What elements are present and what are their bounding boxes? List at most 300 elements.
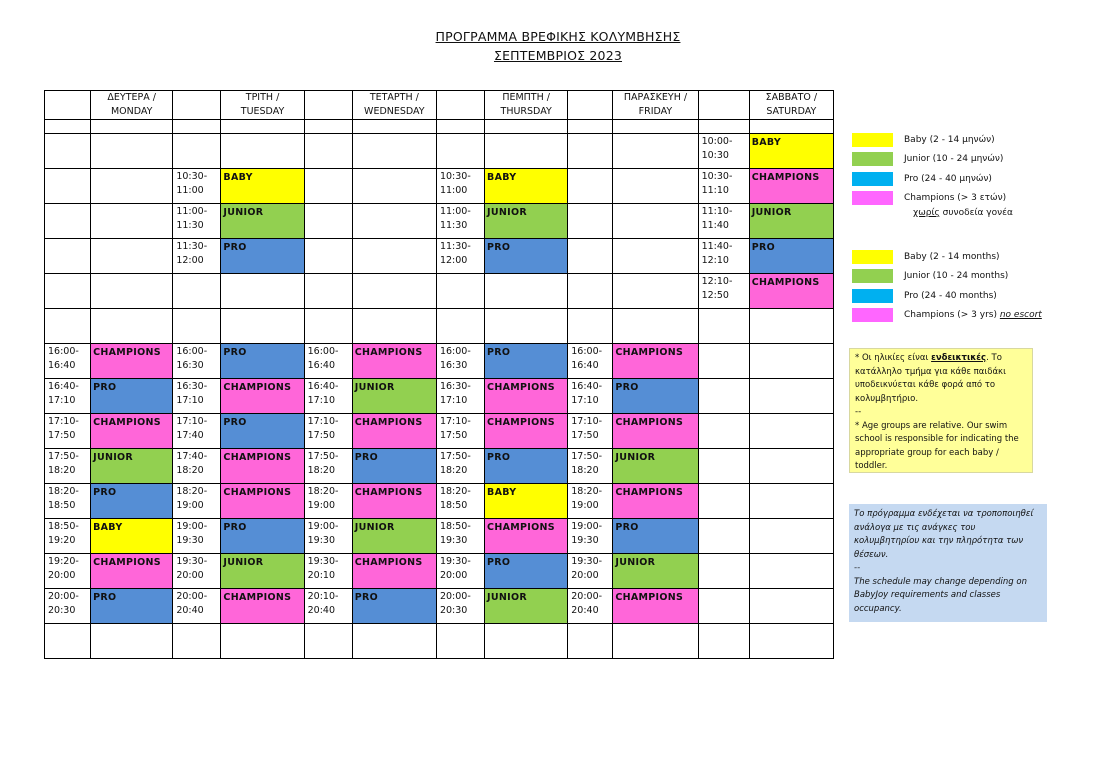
- time-start: 18:20-: [48, 486, 79, 497]
- class-cell: [485, 519, 568, 554]
- empty-cell: [304, 120, 352, 134]
- day-name-english: WEDNESDAY: [364, 106, 425, 117]
- empty-cell: [304, 309, 352, 344]
- class-cell: [485, 484, 568, 519]
- empty-cell: [352, 169, 436, 204]
- empty-cell: [91, 274, 173, 309]
- empty-cell: [91, 309, 173, 344]
- empty-cell: [304, 239, 352, 274]
- class-cell: [485, 239, 568, 274]
- empty-cell: [485, 624, 568, 659]
- class-label: PRO: [93, 487, 117, 498]
- time-end: 20:30: [48, 605, 76, 616]
- empty-cell: [45, 274, 91, 309]
- time-end: 17:10: [48, 395, 76, 406]
- time-cell: [173, 204, 221, 239]
- time-cell: [304, 484, 352, 519]
- class-cell: [485, 554, 568, 589]
- time-end: 20:00: [571, 570, 599, 581]
- legend-label: Junior (10 - 24 μηνών): [904, 154, 1004, 165]
- class-cell: [613, 554, 698, 589]
- legend-item-pro: [852, 170, 1092, 189]
- legend-item-junior: [852, 150, 1092, 169]
- class-label: BABY: [223, 172, 253, 183]
- class-cell: [485, 589, 568, 624]
- class-cell: [91, 589, 173, 624]
- empty-cell: [749, 484, 833, 519]
- empty-cell: [749, 554, 833, 589]
- time-cell: [173, 344, 221, 379]
- junior-swatch: [852, 152, 893, 166]
- time-end: 17:10: [307, 395, 336, 406]
- empty-cell: [45, 624, 91, 659]
- class-cell: [352, 519, 436, 554]
- class-cell: [221, 449, 304, 484]
- empty-cell: [352, 274, 436, 309]
- header-time-cell: [304, 91, 352, 120]
- time-end: 16:40: [571, 360, 599, 371]
- time-start: 11:10-: [701, 206, 733, 217]
- class-cell: [91, 449, 173, 484]
- day-header: [749, 91, 833, 120]
- time-end: 11:30: [176, 220, 204, 231]
- header-time-cell: [173, 91, 221, 120]
- day-header: [221, 91, 304, 120]
- time-end: 20:40: [307, 605, 336, 616]
- time-end: 11:30: [439, 220, 468, 231]
- class-label: PRO: [354, 452, 378, 463]
- class-cell: [613, 449, 698, 484]
- time-start: 11:30-: [176, 241, 208, 252]
- day-name-greek: ΠΕΜΠΤΗ /: [502, 92, 550, 103]
- class-cell: [485, 344, 568, 379]
- time-start: 18:50-: [48, 521, 79, 532]
- time-start: 11:00-: [439, 206, 471, 217]
- empty-cell: [304, 169, 352, 204]
- spacer-row: [45, 624, 834, 659]
- class-label: CHAMPIONS: [487, 417, 555, 428]
- empty-cell: [485, 120, 568, 134]
- class-label: CHAMPIONS: [487, 522, 555, 533]
- time-start: 19:30-: [176, 556, 208, 567]
- class-label: PRO: [487, 242, 511, 253]
- empty-cell: [568, 274, 613, 309]
- empty-cell: [749, 120, 833, 134]
- class-cell: [352, 344, 436, 379]
- class-label: CHAMPIONS: [751, 172, 820, 183]
- empty-cell: [568, 204, 613, 239]
- day-name-english: SATURDAY: [766, 106, 817, 117]
- class-cell: [221, 554, 304, 589]
- time-start: 19:30-: [307, 556, 339, 567]
- empty-cell: [485, 274, 568, 309]
- empty-cell: [749, 344, 833, 379]
- day-header: [352, 91, 436, 120]
- time-end: 18:20: [439, 465, 468, 476]
- class-label: CHAMPIONS: [615, 487, 684, 498]
- day-name-english: FRIDAY: [638, 106, 673, 117]
- time-cell: [436, 554, 484, 589]
- empty-cell: [749, 589, 833, 624]
- time-cell: [436, 239, 484, 274]
- time-end: 17:10: [176, 395, 204, 406]
- time-cell: [45, 379, 91, 414]
- class-cell: [221, 589, 304, 624]
- page-subtitle: ΣΕΠΤΕΜΒΡΙΟΣ 2023: [493, 48, 623, 63]
- empty-cell: [485, 134, 568, 169]
- empty-cell: [304, 134, 352, 169]
- empty-cell: [352, 239, 436, 274]
- empty-cell: [91, 204, 173, 239]
- class-label: JUNIOR: [487, 592, 527, 603]
- legend-label: Baby (2 - 14 months): [904, 252, 1000, 262]
- legend-item-pro: [852, 287, 1092, 306]
- schedule-row: [45, 169, 834, 204]
- empty-cell: [485, 309, 568, 344]
- empty-cell: [698, 344, 749, 379]
- class-cell: [613, 519, 698, 554]
- empty-cell: [221, 134, 304, 169]
- time-cell: [45, 484, 91, 519]
- empty-cell: [613, 120, 698, 134]
- time-end: 19:30: [571, 535, 599, 546]
- time-cell: [436, 379, 484, 414]
- time-end: 16:40: [48, 360, 76, 371]
- time-end: 11:40: [701, 220, 729, 231]
- time-start: 16:00-: [48, 346, 79, 357]
- legend-emph: χωρίς: [913, 207, 940, 218]
- class-label: CHAMPIONS: [93, 557, 161, 568]
- day-name-greek: ΣΑΒΒΑΤΟ /: [765, 92, 818, 103]
- time-cell: [173, 484, 221, 519]
- time-cell: [568, 589, 613, 624]
- time-cell: [436, 204, 484, 239]
- time-end: 20:10: [307, 570, 336, 581]
- class-cell: [613, 344, 698, 379]
- time-start: 17:10-: [48, 416, 79, 427]
- time-start: 16:30-: [439, 381, 471, 392]
- class-cell: [352, 554, 436, 589]
- empty-cell: [45, 204, 91, 239]
- class-label: JUNIOR: [751, 207, 792, 218]
- empty-cell: [91, 120, 173, 134]
- time-end: 19:00: [571, 500, 599, 511]
- class-label: JUNIOR: [93, 452, 134, 463]
- legend-english: [852, 248, 1092, 325]
- schedule-row: [45, 554, 834, 589]
- empty-cell: [352, 624, 436, 659]
- age-note-greek: [855, 352, 1027, 406]
- time-start: 18:50-: [439, 521, 471, 532]
- class-label: JUNIOR: [223, 557, 264, 568]
- time-cell: [45, 554, 91, 589]
- empty-cell: [45, 134, 91, 169]
- time-end: 18:20: [307, 465, 336, 476]
- empty-cell: [352, 204, 436, 239]
- legend-sublabel: [913, 208, 1013, 218]
- time-cell: [436, 344, 484, 379]
- time-end: 18:20: [571, 465, 599, 476]
- legend-label: Pro (24 - 40 months): [904, 290, 997, 301]
- time-start: 16:30-: [176, 381, 208, 392]
- time-start: 16:40-: [307, 381, 339, 392]
- empty-cell: [436, 309, 484, 344]
- empty-cell: [352, 134, 436, 169]
- time-end: 12:10: [701, 255, 729, 266]
- class-cell: [221, 484, 304, 519]
- schedule-row: [45, 519, 834, 554]
- empty-cell: [436, 120, 484, 134]
- time-start: 20:00-: [48, 591, 79, 602]
- day-name-greek: ΔΕΥΤΕΡΑ /: [107, 92, 156, 103]
- day-name-english: TUESDAY: [240, 106, 285, 117]
- legend-sub-rest: συνοδεία γονέα: [939, 207, 1013, 218]
- class-label: CHAMPIONS: [615, 347, 684, 358]
- empty-cell: [568, 169, 613, 204]
- class-label: CHAMPIONS: [223, 382, 292, 393]
- class-cell: [613, 414, 698, 449]
- empty-cell: [221, 120, 304, 134]
- time-cell: [436, 449, 484, 484]
- time-cell: [173, 379, 221, 414]
- schedule-row: [45, 414, 834, 449]
- class-cell: [221, 344, 304, 379]
- empty-cell: [749, 309, 833, 344]
- class-cell: [221, 414, 304, 449]
- time-start: 11:00-: [176, 206, 208, 217]
- empty-cell: [698, 449, 749, 484]
- class-cell: [485, 414, 568, 449]
- empty-cell: [613, 274, 698, 309]
- time-start: 17:10-: [439, 416, 471, 427]
- class-label: JUNIOR: [354, 522, 395, 533]
- time-end: 16:30: [439, 360, 468, 371]
- empty-cell: [698, 379, 749, 414]
- empty-cell: [173, 134, 221, 169]
- time-cell: [304, 344, 352, 379]
- empty-cell: [698, 120, 749, 134]
- time-cell: [698, 239, 749, 274]
- legend-item-champions: [852, 189, 1092, 225]
- class-cell: [91, 414, 173, 449]
- time-start: 18:20-: [176, 486, 208, 497]
- class-label: PRO: [615, 382, 639, 393]
- class-label: CHAMPIONS: [223, 592, 292, 603]
- class-label: BABY: [93, 522, 123, 533]
- time-end: 17:50: [48, 430, 76, 441]
- schedule-row: [45, 239, 834, 274]
- note-emph: ενδεικτικές: [931, 353, 987, 363]
- class-label: CHAMPIONS: [354, 557, 423, 568]
- time-cell: [568, 414, 613, 449]
- legend-item-baby: [852, 131, 1092, 150]
- time-end: 12:50: [701, 290, 729, 301]
- class-cell: [613, 379, 698, 414]
- time-end: 20:00: [176, 570, 204, 581]
- time-end: 20:40: [176, 605, 204, 616]
- legend-label: Champions (> 3 ετών): [904, 192, 1007, 203]
- class-label: JUNIOR: [223, 207, 264, 218]
- header-time-cell: [45, 91, 91, 120]
- time-end: 11:00: [176, 185, 204, 196]
- class-cell: [91, 519, 173, 554]
- empty-cell: [749, 414, 833, 449]
- class-label: PRO: [487, 347, 511, 358]
- time-start: 17:10-: [571, 416, 603, 427]
- empty-cell: [613, 169, 698, 204]
- empty-cell: [45, 309, 91, 344]
- time-start: 19:30-: [571, 556, 603, 567]
- empty-cell: [613, 239, 698, 274]
- time-cell: [436, 414, 484, 449]
- time-end: 19:20: [48, 535, 76, 546]
- time-start: 17:10-: [176, 416, 208, 427]
- time-start: 19:20-: [48, 556, 79, 567]
- class-cell: [485, 204, 568, 239]
- time-start: 16:40-: [48, 381, 79, 392]
- time-start: 10:30-: [701, 171, 733, 182]
- class-cell: [485, 379, 568, 414]
- schedule-row: [45, 449, 834, 484]
- class-cell: [221, 379, 304, 414]
- class-label: PRO: [223, 522, 247, 533]
- empty-cell: [221, 624, 304, 659]
- time-end: 19:00: [176, 500, 204, 511]
- time-start: 10:30-: [439, 171, 471, 182]
- time-start: 11:40-: [701, 241, 733, 252]
- class-cell: [352, 414, 436, 449]
- class-cell: [91, 344, 173, 379]
- empty-cell: [568, 134, 613, 169]
- header-time-cell: [436, 91, 484, 120]
- time-cell: [698, 169, 749, 204]
- time-end: 19:00: [307, 500, 336, 511]
- legend-label: Junior (10 - 24 months): [904, 271, 1009, 282]
- time-end: 17:50: [571, 430, 599, 441]
- time-end: 19:30: [307, 535, 336, 546]
- empty-cell: [221, 309, 304, 344]
- class-label: CHAMPIONS: [615, 592, 684, 603]
- schedule-note-english: The schedule may change depending on BabyJoy requirements and classes occupancy.: [854, 576, 1027, 614]
- time-end: 11:10: [701, 185, 729, 196]
- time-cell: [45, 589, 91, 624]
- time-cell: [45, 519, 91, 554]
- legend-item-junior: [852, 267, 1092, 286]
- class-cell: [749, 169, 833, 204]
- class-label: JUNIOR: [487, 207, 527, 218]
- legend-label: Baby (2 - 14 μηνών): [904, 135, 995, 145]
- time-start: 20:00-: [571, 591, 603, 602]
- time-end: 20:40: [571, 605, 599, 616]
- day-name-english: THURSDAY: [500, 106, 552, 117]
- class-label: CHAMPIONS: [615, 417, 684, 428]
- class-label: BABY: [487, 487, 517, 498]
- empty-cell: [45, 239, 91, 274]
- schedule-table: [44, 90, 834, 659]
- pro-swatch: [852, 172, 893, 186]
- class-cell: [613, 589, 698, 624]
- time-end: 10:30: [701, 150, 729, 161]
- time-end: 18:20: [176, 465, 204, 476]
- time-start: 16:00-: [571, 346, 603, 357]
- class-label: CHAMPIONS: [751, 277, 820, 288]
- class-cell: [749, 239, 833, 274]
- class-label: JUNIOR: [354, 382, 395, 393]
- class-cell: [749, 274, 833, 309]
- empty-cell: [173, 274, 221, 309]
- time-cell: [304, 519, 352, 554]
- class-label: CHAMPIONS: [354, 347, 423, 358]
- time-start: 17:50-: [439, 451, 471, 462]
- empty-cell: [221, 274, 304, 309]
- time-cell: [45, 414, 91, 449]
- class-label: CHAMPIONS: [487, 382, 555, 393]
- time-start: 19:30-: [439, 556, 471, 567]
- time-start: 17:40-: [176, 451, 208, 462]
- time-start: 17:10-: [307, 416, 339, 427]
- time-start: 11:30-: [439, 241, 471, 252]
- time-cell: [698, 134, 749, 169]
- empty-cell: [698, 414, 749, 449]
- header-row: [45, 91, 834, 120]
- empty-cell: [613, 309, 698, 344]
- time-cell: [568, 554, 613, 589]
- time-end: 20:00: [48, 570, 76, 581]
- empty-cell: [304, 274, 352, 309]
- time-end: 18:20: [48, 465, 76, 476]
- time-cell: [568, 484, 613, 519]
- time-cell: [568, 519, 613, 554]
- empty-cell: [91, 239, 173, 274]
- time-start: 17:50-: [571, 451, 603, 462]
- empty-cell: [613, 624, 698, 659]
- schedule-row: [45, 344, 834, 379]
- empty-cell: [749, 449, 833, 484]
- time-cell: [173, 554, 221, 589]
- class-label: PRO: [354, 592, 378, 603]
- time-cell: [436, 169, 484, 204]
- class-cell: [352, 484, 436, 519]
- schedule-row: [45, 274, 834, 309]
- champions-swatch: [852, 308, 893, 322]
- time-cell: [304, 379, 352, 414]
- baby-swatch: [852, 133, 893, 147]
- class-label: PRO: [93, 382, 117, 393]
- class-label: PRO: [487, 557, 511, 568]
- class-cell: [221, 239, 304, 274]
- class-label: PRO: [615, 522, 639, 533]
- empty-cell: [568, 239, 613, 274]
- empty-cell: [749, 379, 833, 414]
- empty-cell: [436, 134, 484, 169]
- day-name-greek: ΤΡΙΤΗ /: [245, 92, 280, 103]
- empty-cell: [568, 624, 613, 659]
- time-end: 20:30: [439, 605, 468, 616]
- time-end: 17:10: [439, 395, 468, 406]
- time-cell: [173, 239, 221, 274]
- time-start: 18:20-: [439, 486, 471, 497]
- note-text: . Το κατάλληλο τμήμα για κάθε παιδάκι υποδεικνύεται κάθε φορά από το κολυμβητήριο.: [855, 353, 1006, 404]
- empty-cell: [749, 519, 833, 554]
- empty-cell: [352, 309, 436, 344]
- class-cell: [221, 519, 304, 554]
- time-cell: [698, 204, 749, 239]
- empty-cell: [45, 120, 91, 134]
- empty-cell: [613, 134, 698, 169]
- time-start: 16:40-: [571, 381, 603, 392]
- class-cell: [91, 484, 173, 519]
- class-label: CHAMPIONS: [93, 417, 161, 428]
